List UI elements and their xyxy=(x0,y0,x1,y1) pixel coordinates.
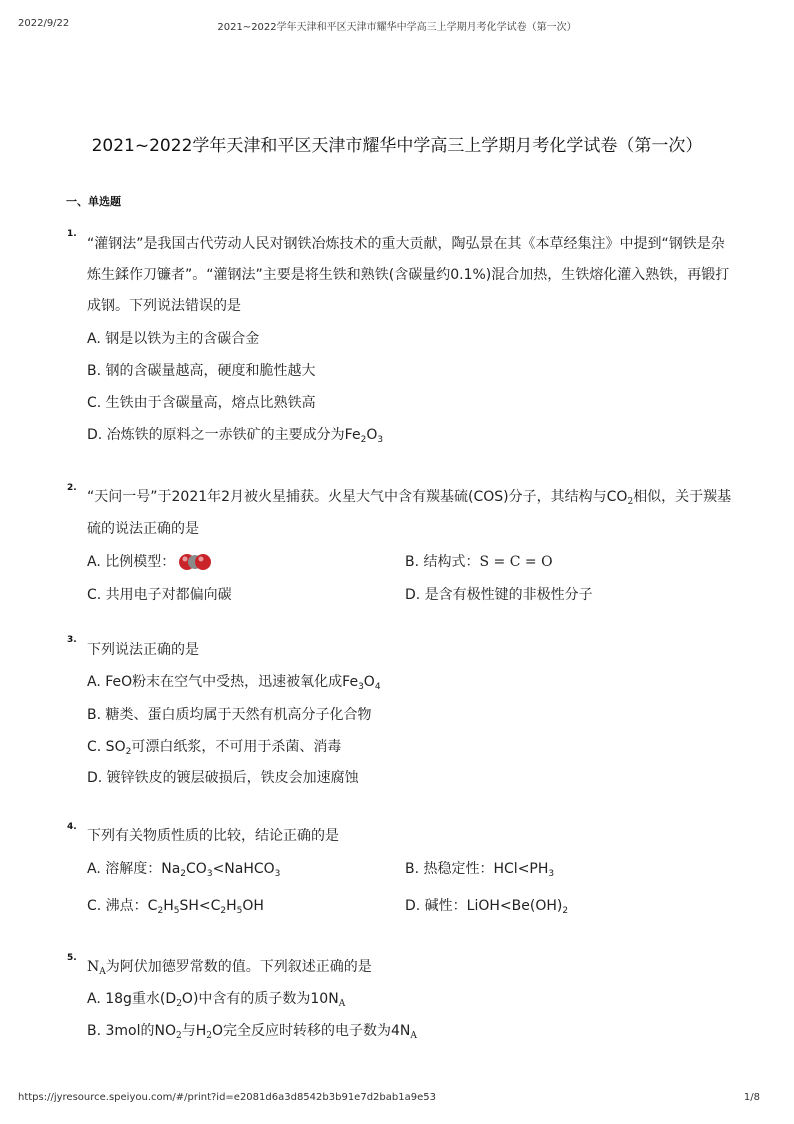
print-date: 2022/9/22 xyxy=(18,18,70,29)
option-text: OH xyxy=(242,898,264,914)
option-a[interactable] xyxy=(87,671,381,691)
subscript: A xyxy=(338,999,346,1009)
page-number: 1/8 xyxy=(743,1092,760,1103)
question-number: 4. xyxy=(67,822,77,832)
subscript: 2 xyxy=(157,906,164,916)
subscript: 2 xyxy=(360,435,367,445)
option-b[interactable] xyxy=(405,551,553,571)
option-text: <NaHCO xyxy=(212,861,275,877)
subscript: 5 xyxy=(173,906,180,916)
subscript: 2 xyxy=(176,999,182,1009)
stem-text: 为阿伏加德罗常数的值。下列叙述正确的是 xyxy=(105,959,372,975)
highlight-icon xyxy=(199,557,204,562)
print-url: https://jyresource.speiyou.com/#/print?id=e2081d6a3d8542b3b91e7d2bab1a9e53 xyxy=(18,1092,436,1103)
subscript: 3 xyxy=(206,869,213,879)
option-text: O完全反应时转移的电子数为4N xyxy=(212,1023,411,1039)
space-filling-model-icon xyxy=(177,552,213,572)
question-stem-line: 炼生鍒作刀镰者”。“灌钢法”主要是将生铁和熟铁(含碳量约0.1%)混合加热，生铁熔化灌入熟铁，再锻打 xyxy=(87,267,730,283)
subscript: 3 xyxy=(377,435,384,445)
option-text: H xyxy=(226,898,237,914)
option-d[interactable] xyxy=(405,895,568,915)
question-stem-line: “灌钢法”是我国古代劳动人民对钢铁冶炼技术的重大贡献，陶弘景在其《本草经集注》中提到“钢铁是杂 xyxy=(87,236,725,252)
subscript: 2 xyxy=(176,1031,182,1041)
print-header-title: 2021~2022学年天津和平区天津市耀华中学高三上学期月考化学试卷（第一次） xyxy=(217,22,577,33)
question-number: 2. xyxy=(67,483,77,493)
option-b[interactable]: B. 糖类、蛋白质均属于天然有机高分子化合物 xyxy=(87,707,372,723)
document-title: 2021~2022学年天津和平区天津市耀华中学高三上学期月考化学试卷（第一次） xyxy=(91,136,703,156)
stem-text: N xyxy=(87,959,100,975)
subscript: 5 xyxy=(236,906,243,916)
question-number: 1. xyxy=(67,229,77,239)
subscript: 2 xyxy=(206,1031,212,1041)
question-stem-line: 成钢。下列说法错误的是 xyxy=(87,298,241,314)
subscript: 3 xyxy=(358,682,364,692)
option-text: A. 比例模型： xyxy=(87,554,176,570)
option-text: B. 3mol的NO xyxy=(87,1023,176,1039)
option-text: O)中含有的质子数为10N xyxy=(181,991,339,1007)
option-text: 可漂白纸浆，不可用于杀菌、消毒 xyxy=(131,739,342,755)
subscript: 4 xyxy=(374,682,381,692)
option-text: D. 冶炼铁的原料之一赤铁矿的主要成分为Fe xyxy=(87,427,361,443)
subscript: 2 xyxy=(562,906,569,916)
subscript: A xyxy=(410,1031,417,1041)
option-text: O xyxy=(363,674,375,690)
option-d[interactable]: D. 是含有极性键的非极性分子 xyxy=(405,587,593,603)
subscript: A xyxy=(99,967,106,977)
structural-formula: S = C = O xyxy=(479,554,553,570)
question-stem-line xyxy=(87,956,372,976)
question-stem-line: 下列有关物质性质的比较，结论正确的是 xyxy=(87,828,339,844)
option-a[interactable] xyxy=(87,988,345,1008)
option-d[interactable] xyxy=(87,424,383,444)
option-b[interactable] xyxy=(405,858,554,878)
oxygen-atom-icon xyxy=(195,554,211,570)
option-text: A. 溶解度：Na xyxy=(87,861,181,877)
option-text: B. 热稳定性：HCl<PH xyxy=(405,861,549,877)
option-text: O xyxy=(366,427,378,443)
question-stem-line: 硫的说法正确的是 xyxy=(87,521,199,537)
question-number: 3. xyxy=(67,635,77,645)
question-number: 5. xyxy=(67,953,77,963)
option-text: B. 结构式： xyxy=(405,554,480,570)
subscript: 2 xyxy=(125,747,132,757)
option-text: C. SO xyxy=(87,739,126,755)
question-stem-line: 下列说法正确的是 xyxy=(87,642,199,658)
option-text: D. 碱性：LiOH<Be(OH) xyxy=(405,898,563,914)
option-a[interactable]: A. 钢是以铁为主的含碳合金 xyxy=(87,331,260,347)
option-text: SH<C xyxy=(179,898,221,914)
option-c[interactable]: C. 共用电子对都偏向碳 xyxy=(87,587,232,603)
option-a[interactable] xyxy=(87,551,213,572)
subscript: 2 xyxy=(627,497,634,507)
option-text: 与H xyxy=(181,1023,207,1039)
option-b[interactable] xyxy=(87,1020,417,1040)
subscript: 3 xyxy=(548,869,555,879)
section-heading: 一、单选题 xyxy=(66,195,121,208)
option-c[interactable] xyxy=(87,736,341,756)
option-text: A. FeO粉末在空气中受热，迅速被氧化成Fe xyxy=(87,674,359,690)
option-c[interactable]: C. 生铁由于含碳量高，熔点比熟铁高 xyxy=(87,395,316,411)
stem-text: “天问一号”于2021年2月被火星捕获。火星大气中含有羰基硫(COS)分子，其结构与CO xyxy=(87,489,628,505)
option-c[interactable] xyxy=(87,895,264,915)
option-text: CO xyxy=(186,861,207,877)
option-text: H xyxy=(163,898,174,914)
option-a[interactable] xyxy=(87,858,280,878)
question-stem-line xyxy=(87,486,731,506)
subscript: 2 xyxy=(220,906,227,916)
option-text: C. 沸点：C xyxy=(87,898,158,914)
subscript: 2 xyxy=(180,869,187,879)
option-d[interactable]: D. 镀锌铁皮的镀层破损后，铁皮会加速腐蚀 xyxy=(87,770,359,786)
subscript: 3 xyxy=(274,869,281,879)
highlight-icon xyxy=(183,557,188,562)
option-text: A. 18g重水(D xyxy=(87,991,177,1007)
option-b[interactable]: B. 钢的含碳量越高，硬度和脆性越大 xyxy=(87,363,316,379)
stem-text: 相似，关于羰基 xyxy=(633,489,732,505)
